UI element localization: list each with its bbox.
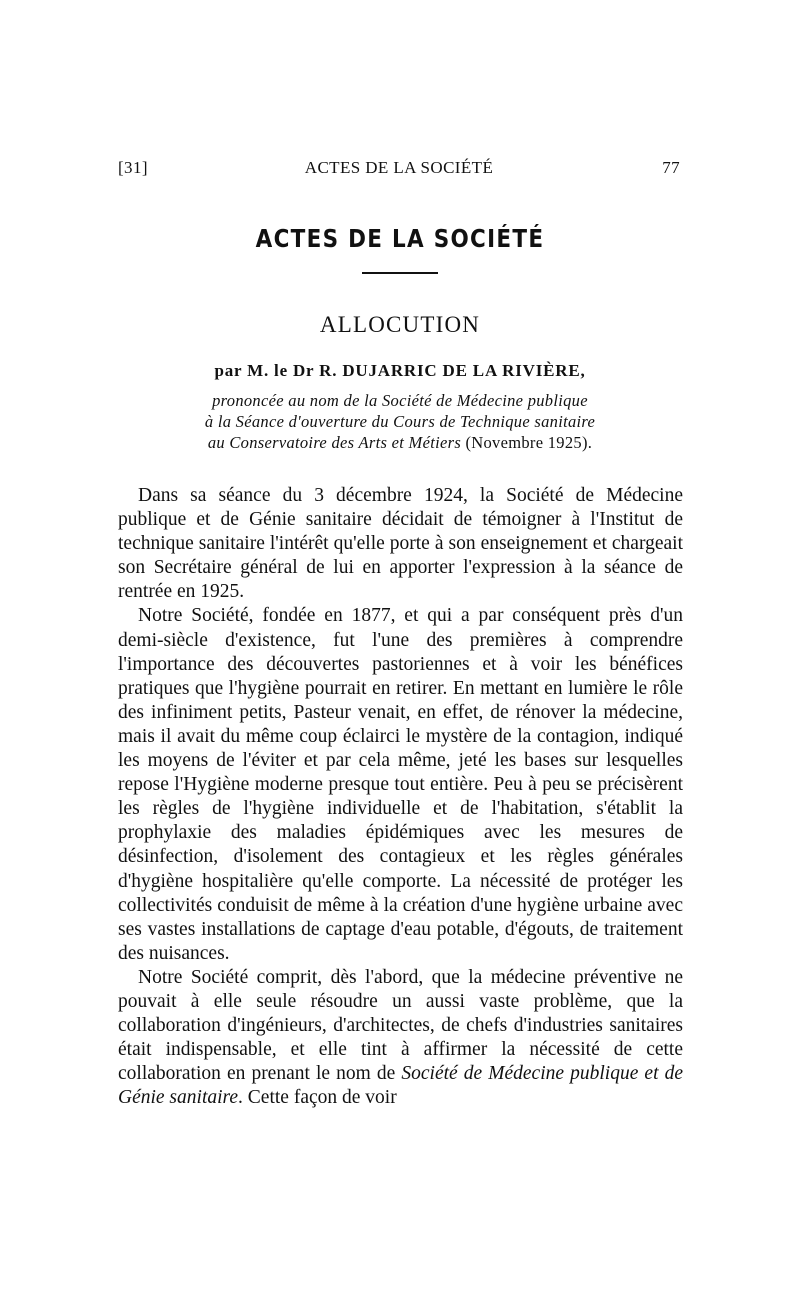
- author-byline: par M. le Dr R. DUJARRIC DE LA RIVIÈRE,: [214, 361, 586, 380]
- running-header: [118, 158, 680, 182]
- running-title: ACTES DE LA SOCIÉTÉ: [304, 158, 494, 177]
- section-title: ACTES DE LA SOCIÉTÉ: [255, 224, 545, 253]
- occasion-venue: au Conservatoire des Arts et Métiers: [207, 433, 462, 452]
- page-reference: [31]: [118, 158, 148, 177]
- occasion-line-3: [0, 432, 800, 453]
- occasion-note: [0, 390, 800, 453]
- paragraph-3-end: . Cette façon de voir: [238, 1087, 397, 1109]
- paragraph-1: Dans sa séance du 3 décembre 1924, la Société de Médecine publique et de Génie sanitaire décidait de témoigner à l'Institut de technique sanitaire l'intérêt qu'elle porte à son enseignement et chargeait son Secrétaire général de lui en apporter l'expression à la séance de rentrée en 1925.: [118, 485, 683, 603]
- body-text: [118, 484, 683, 1110]
- title-divider: [362, 272, 438, 274]
- occasion-date: (Novembre 1925).: [461, 433, 593, 452]
- society-name-italic: Société de Médecine publique et de Génie sanitaire: [118, 1063, 683, 1109]
- page-number: 77: [662, 158, 680, 177]
- paragraph-2: Notre Société, fondée en 1877, et qui a par conséquent près d'un demi-siècle d'existence, fut l'une des premières à comprendre l'importance des découvertes pastoriennes et à voir les bénéfices pratiques que l'hygiène pourrait en retirer. En mettant en lumière le rôle des infiniment petits, Pasteur venait, en effet, de rénover la médecine, mais il avait du même coup éclairci le mystère de la contagion, indiqué les moyens de l'éviter et par cela même, jeté les bases sur lesquelles repose l'Hygiène moderne presque tout entière. Peu à peu se précisèrent les règles de l'hygiène individuelle et de l'habitation, s'établit la prophylaxie des maladies épidémiques avec les mesures de désinfection, d'isolement des contagieux et les règles générales d'hygiène hospitalière qu'elle comporte. La nécessité de protéger les collectivités conduisit de même à la création d'une hygiène urbaine avec ses vastes installations de captage d'eau potable, d'égouts, de traitement des nuisances.: [118, 605, 683, 964]
- allocution-title: ALLOCUTION: [319, 312, 481, 337]
- occasion-line-2: à la Séance d'ouverture du Cours de Technique sanitaire: [204, 412, 596, 431]
- paragraph-3: [118, 966, 683, 1111]
- occasion-line-1: prononcée au nom de la Société de Médecine publique: [212, 391, 588, 410]
- paragraph-3-start: Notre Société comprit, dès l'abord, que la médecine préventive ne pouvait à elle seule résoudre un aussi vaste problème, que la collaboration d'ingénieurs, d'architectes, de chefs d'industries sanitaires était indispensable, et elle tint à affirmer la nécessité de cette collaboration en prenant le nom de: [118, 966, 683, 1085]
